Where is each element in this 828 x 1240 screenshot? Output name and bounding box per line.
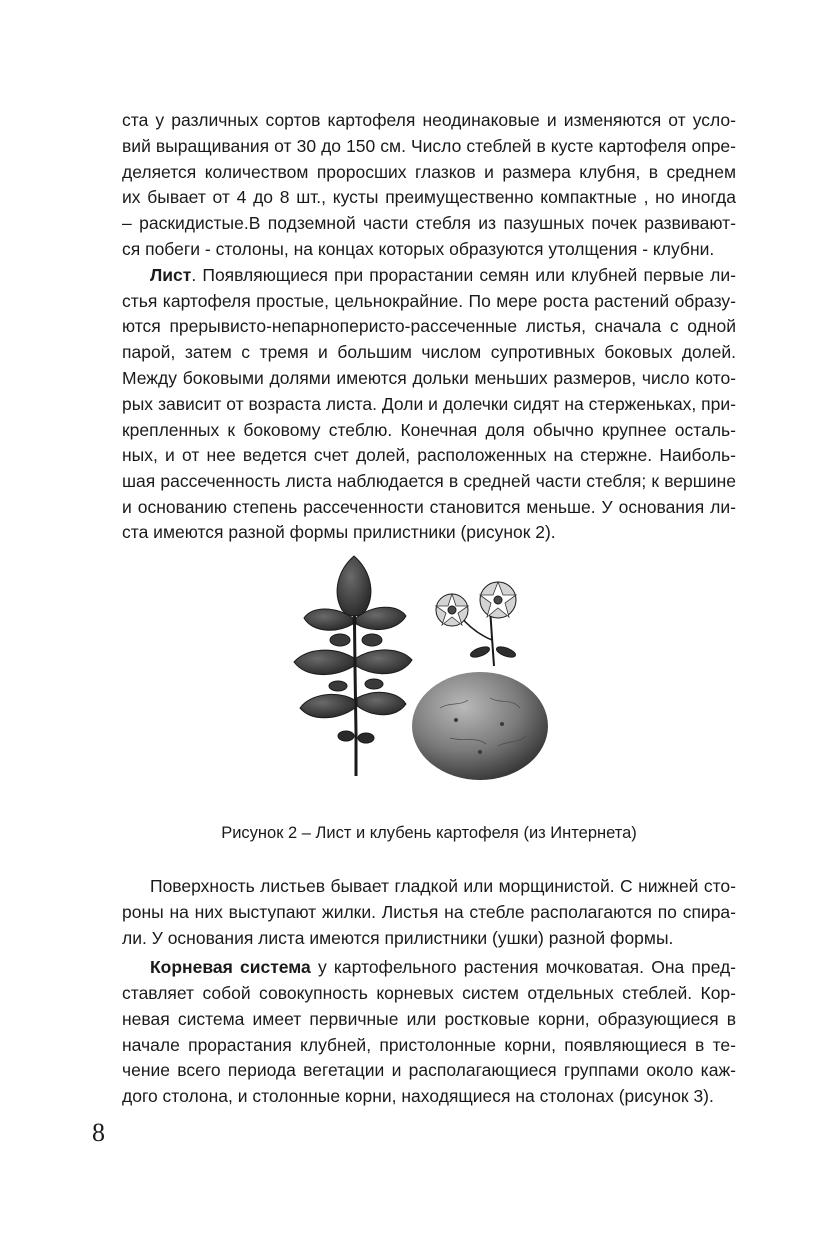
text-fragment: . Появляющиеся при прорастании семян или клубней первые ли- <box>191 265 736 285</box>
text-line <box>150 263 736 288</box>
text-line: начале прорастания клубней, пристолонные корни, появляющиеся в те- <box>122 1035 736 1055</box>
text-line: роны на них выступают жилки. Листья на стебле располагаются по спира- <box>122 902 736 922</box>
text-line: ли. У основания листа имеются прилистники (ушки) разной формы. <box>122 928 674 948</box>
text-line: Поверхность листьев бывает гладкой или морщинистой. С нижней сто- <box>150 876 736 896</box>
text-line: ных, и от нее ведется счет долей, расположенных на стержне. Наиболь- <box>122 445 736 465</box>
text-line: парой, затем с тремя и большим числом супротивных боковых долей. <box>122 342 736 362</box>
tuber-drawing <box>412 672 548 780</box>
text-line: – раскидистые.В подземной части стебля из пазушных почек развивают- <box>122 213 736 233</box>
text-line: стья картофеля простые, цельнокрайние. По мере роста растений образу- <box>122 291 736 311</box>
text-line: рых зависит от возраста листа. Доли и долечки сидят на стерженьках, при- <box>122 394 736 414</box>
figure-caption: Рисунок 2 – Лист и клубень картофеля (из Интернета) <box>221 824 637 842</box>
text-line: и основанию степень рассеченности становится меньше. У основания ли- <box>122 497 736 517</box>
text-line: ставляет собой совокупность корневых систем отдельных стеблей. Кор- <box>122 983 736 1003</box>
text-line: их бывает от 4 до 8 шт., кусты преимущественно компактные , но иногда <box>122 187 736 207</box>
text-line: деляется количеством проросших глазков и размера клубня, в среднем <box>122 162 736 182</box>
leaf-drawing <box>294 556 412 776</box>
text-line: ста у различных сортов картофеля неодинаковые и изменяются от усло- <box>122 110 736 130</box>
potato-illustration <box>280 548 560 788</box>
term-root-system: Корневая система <box>150 957 311 977</box>
page-number: 8 <box>92 1118 105 1147</box>
text-line: ся побеги - столоны, на концах которых образуются утолщения - клубни. <box>122 239 715 259</box>
text-line: ются прерывисто-непарноперисто-рассеченные листья, сначала с одной <box>122 316 736 336</box>
text-line: чение всего периода вегетации и располагающиеся группами около каж- <box>122 1060 736 1080</box>
text-line: шая рассеченность листа наблюдается в средней части стебля; к вершине <box>122 471 736 491</box>
text-line: вий выращивания от 30 до 150 см. Число стеблей в кусте картофеля опре- <box>122 136 736 156</box>
text-line <box>150 955 736 980</box>
text-fragment: у картофельного растения мочковатая. Она пред- <box>310 957 736 977</box>
flower-drawing <box>436 582 517 666</box>
text-line: дого столона, и столонные корни, находящиеся на столонах (рисунок 3). <box>122 1086 714 1106</box>
term-leaf: Лист <box>150 265 192 285</box>
text-line: крепленных к боковому стеблю. Конечная доля обычно крупнее осталь- <box>122 420 736 440</box>
text-line: ста имеются разной формы прилистники (рисунок 2). <box>122 522 556 542</box>
text-line: Между боковыми долями имеются дольки меньших размеров, число кото- <box>122 368 736 388</box>
text-line: невая система имеет первичные или ростковые корни, образующиеся в <box>122 1009 736 1029</box>
